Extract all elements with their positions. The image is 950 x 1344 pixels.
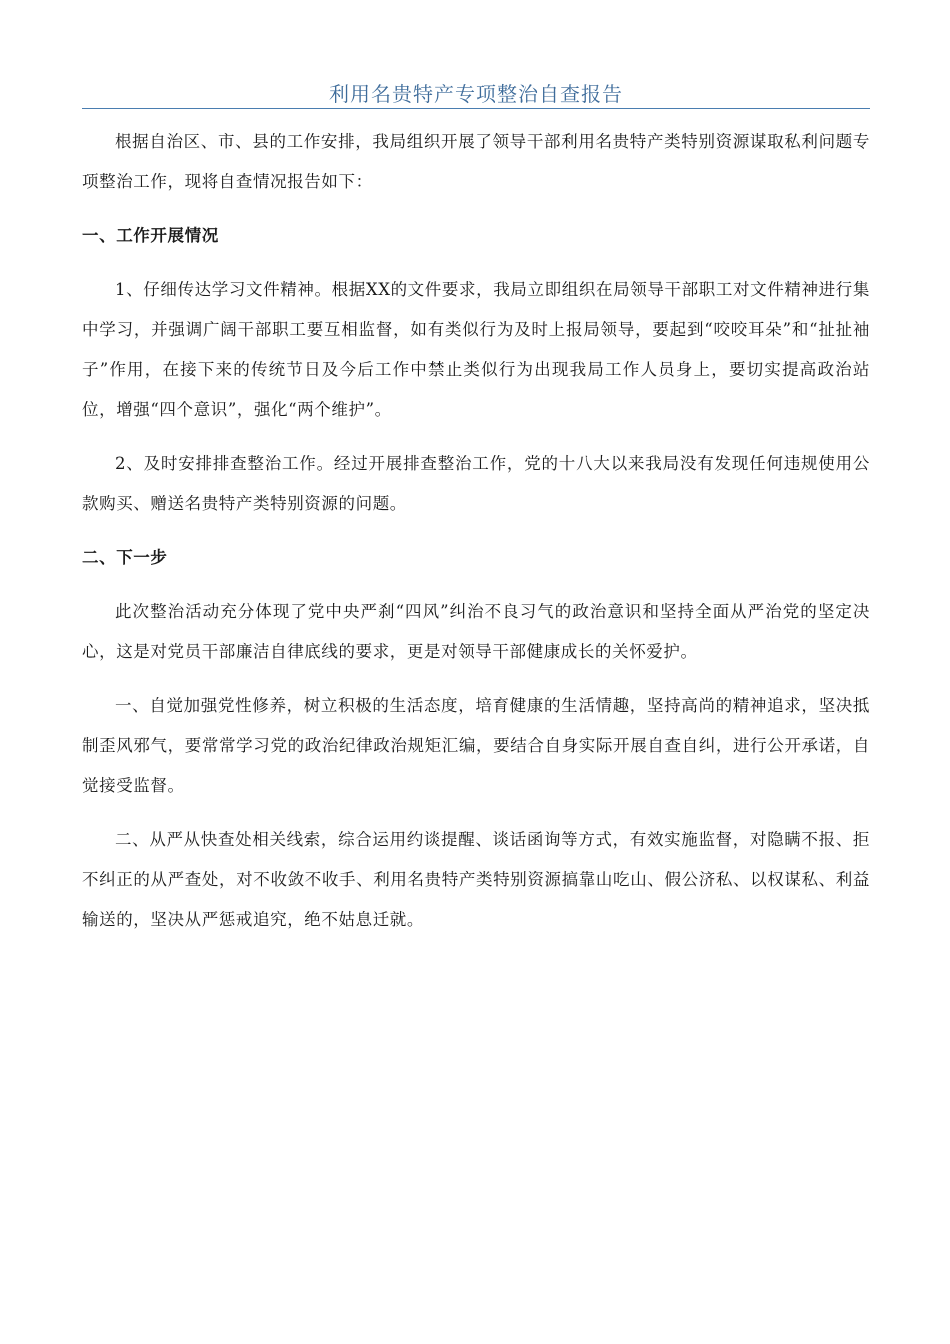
- section-heading-next-steps: 二、下一步: [82, 548, 168, 567]
- document-header: [82, 80, 870, 108]
- document-title: 利用名贵特产专项整治自查报告: [329, 82, 623, 106]
- section2-paragraph-1: 此次整治活动充分体现了党中央严刹“四风”纠治不良习气的政治意识和坚持全面从严治党的坚定决心，这是对党员干部廉洁自律底线的要求，更是对领导干部健康成长的关怀爱护。: [82, 602, 870, 661]
- section2-paragraph-3: 二、从严从快查处相关线索，综合运用约谈提醒、谈话函询等方式，有效实施监督，对隐瞒不报、拒不纠正的从严查处，对不收敛不收手、利用名贵特产类特别资源搞靠山吃山、假公济私、以权谋私、利益输送的，坚决从严惩戒追究，绝不姑息迁就。: [82, 830, 870, 929]
- title-underline: [82, 108, 870, 109]
- intro-paragraph: 根据自治区、市、县的工作安排，我局组织开展了领导干部利用名贵特产类特别资源谋取私利问题专项整治工作，现将自查情况报告如下：: [82, 132, 870, 191]
- section-heading-work: 一、工作开展情况: [82, 226, 219, 245]
- section1-paragraph-1: 1、仔细传达学习文件精神。根据XX的文件要求，我局立即组织在局领导干部职工对文件精神进行集中学习，并强调广阔干部职工要互相监督，如有类似行为及时上报局领导，要起到“咬咬耳朵”和“扯扯袖子”作用，在接下来的传统节日及今后工作中禁止类似行为出现我局工作人员身上，要切实提高政治站位，增强“四个意识”，强化“两个维护”。: [82, 280, 870, 419]
- document-body: [82, 122, 870, 954]
- section2-paragraph-2: 一、自觉加强党性修养，树立积极的生活态度，培育健康的生活情趣，坚持高尚的精神追求，坚决抵制歪风邪气，要常常学习党的政治纪律政治规矩汇编，要结合自身实际开展自查自纠，进行公开承诺，自觉接受监督。: [82, 696, 870, 795]
- section1-paragraph-2: 2、及时安排排查整治工作。经过开展排查整治工作，党的十八大以来我局没有发现任何违规使用公款购买、赠送名贵特产类特别资源的问题。: [82, 454, 870, 513]
